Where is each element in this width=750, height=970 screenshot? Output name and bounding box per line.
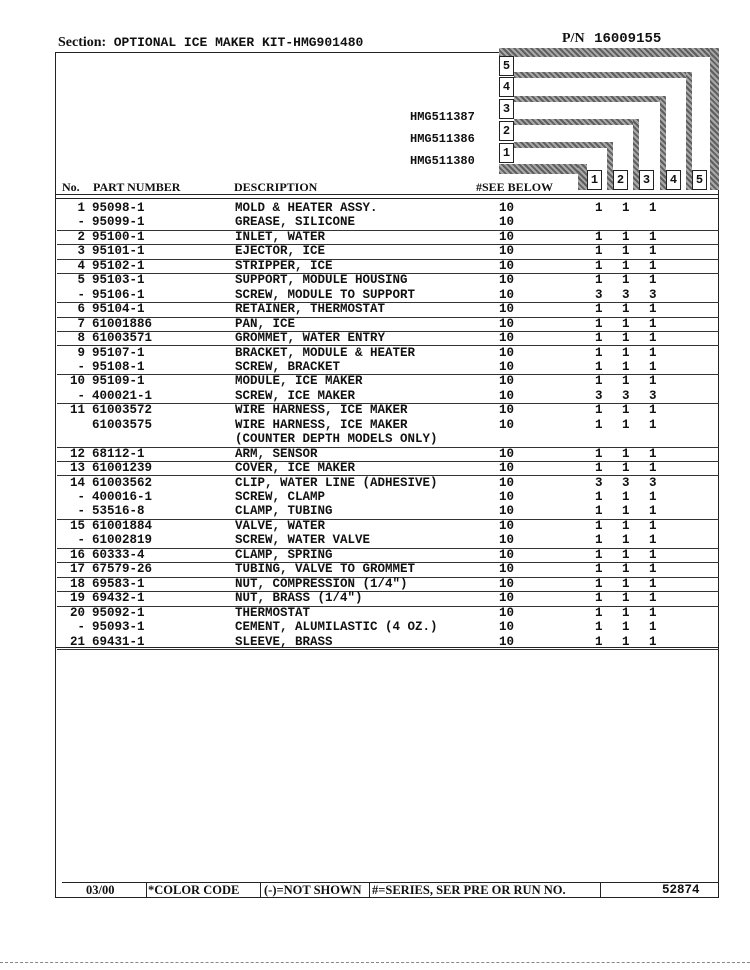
row-series: 10 bbox=[499, 302, 515, 317]
row-description: CLIP, WATER LINE (ADHESIVE) bbox=[235, 475, 438, 490]
row-item-number: 1 bbox=[77, 201, 85, 215]
row-item-number: - bbox=[77, 533, 85, 548]
row-description: INLET, WATER bbox=[235, 229, 326, 244]
row-series: 10 bbox=[499, 547, 515, 562]
row-series: 10 bbox=[499, 359, 515, 374]
row-qty-model-1: 1 bbox=[595, 533, 603, 548]
row-series: 10 bbox=[499, 258, 515, 273]
scan-edge bbox=[0, 962, 750, 963]
row-qty-model-2: 1 bbox=[622, 229, 630, 244]
row-series: 10 bbox=[499, 562, 515, 577]
row-qty-model-2: 1 bbox=[622, 331, 630, 346]
col-header-no: No. bbox=[62, 180, 80, 194]
row-item-number: 10 bbox=[69, 374, 85, 389]
row-qty-model-1: 3 bbox=[595, 388, 603, 403]
row-qty-model-2: 1 bbox=[622, 446, 630, 461]
row-qty-model-3: 1 bbox=[649, 490, 657, 504]
row-qty-model-1: 1 bbox=[595, 576, 603, 591]
row-qty-model-2: 1 bbox=[622, 302, 630, 317]
row-qty-model-3: 1 bbox=[649, 504, 657, 519]
table-row bbox=[57, 244, 719, 259]
row-item-number: 7 bbox=[77, 316, 85, 331]
row-item-number: 13 bbox=[69, 461, 85, 476]
row-description: GREASE, SILICONE bbox=[235, 215, 356, 230]
row-qty-model-3: 1 bbox=[649, 359, 657, 374]
row-qty-model-2: 1 bbox=[622, 533, 630, 548]
row-qty-model-3: 1 bbox=[649, 634, 657, 649]
row-qty-model-3: 1 bbox=[649, 620, 657, 635]
row-part-number: 61001884 bbox=[92, 518, 153, 533]
row-item-number: 8 bbox=[77, 331, 85, 346]
row-part-number: 400016-1 bbox=[92, 490, 153, 504]
row-part-number: 95099-1 bbox=[92, 215, 145, 230]
bracket-shade bbox=[514, 96, 666, 102]
footer-separator bbox=[146, 882, 147, 897]
section-title bbox=[58, 35, 363, 51]
row-series: 10 bbox=[499, 331, 515, 346]
row-qty-model-1: 1 bbox=[595, 461, 603, 476]
row-description: PAN, ICE bbox=[235, 316, 296, 331]
row-qty-model-1: 1 bbox=[595, 634, 603, 649]
row-series: 10 bbox=[499, 229, 515, 244]
row-qty-model-3: 3 bbox=[649, 287, 657, 302]
row-item-number: 14 bbox=[69, 475, 85, 490]
row-qty-model-2: 3 bbox=[622, 287, 630, 302]
row-part-number: 95102-1 bbox=[92, 258, 145, 273]
row-qty-model-2: 3 bbox=[622, 475, 630, 490]
row-qty-model-1: 1 bbox=[595, 620, 603, 635]
row-item-number: 2 bbox=[77, 229, 85, 244]
row-qty-model-2: 1 bbox=[622, 201, 630, 215]
row-series: 10 bbox=[499, 605, 515, 620]
row-qty-model-3: 1 bbox=[649, 446, 657, 461]
row-qty-model-3: 1 bbox=[649, 562, 657, 577]
row-qty-model-1: 1 bbox=[595, 504, 603, 519]
row-description: GROMMET, WATER ENTRY bbox=[235, 331, 386, 346]
row-description: NUT, COMPRESSION (1/4") bbox=[235, 576, 408, 591]
row-description: SLEEVE, BRASS bbox=[235, 634, 333, 649]
row-description: EJECTOR, ICE bbox=[235, 244, 326, 259]
table-row bbox=[57, 606, 719, 620]
row-qty-model-1: 1 bbox=[595, 345, 603, 360]
row-series: 10 bbox=[499, 388, 515, 403]
row-item-number: - bbox=[77, 359, 85, 374]
row-qty-model-3: 1 bbox=[649, 533, 657, 548]
section-label: Section: bbox=[58, 35, 107, 50]
row-qty-model-3: 1 bbox=[649, 331, 657, 346]
bracket-shade bbox=[578, 164, 587, 190]
table-row bbox=[57, 548, 719, 563]
row-part-number: 69583-1 bbox=[92, 576, 145, 591]
row-description: THERMOSTAT bbox=[235, 605, 311, 620]
row-description: BRACKET, MODULE & HEATER bbox=[235, 345, 416, 360]
table-row bbox=[57, 360, 719, 375]
table-row bbox=[57, 490, 719, 504]
bracket-shade bbox=[514, 72, 692, 78]
row-description: COVER, ICE MAKER bbox=[235, 461, 356, 476]
table-row bbox=[57, 519, 719, 533]
row-qty-model-2: 1 bbox=[622, 374, 630, 389]
row-series: 10 bbox=[499, 576, 515, 591]
column-number-5: 5 bbox=[692, 170, 707, 190]
row-series: 10 bbox=[499, 634, 515, 649]
row-part-number: 69431-1 bbox=[92, 634, 145, 649]
row-part-number: 68112-1 bbox=[92, 446, 145, 461]
row-qty-model-1: 1 bbox=[595, 273, 603, 288]
row-part-number: 95104-1 bbox=[92, 302, 145, 317]
row-series: 10 bbox=[499, 215, 515, 230]
row-qty-model-2: 1 bbox=[622, 359, 630, 374]
row-series: 10 bbox=[499, 316, 515, 331]
row-item-number: 18 bbox=[69, 576, 85, 591]
row-qty-model-3: 1 bbox=[649, 273, 657, 288]
row-item-number: - bbox=[77, 620, 85, 635]
row-part-number: 61001886 bbox=[92, 316, 153, 331]
row-part-number: 61003571 bbox=[92, 331, 153, 346]
header-divider-thin bbox=[55, 198, 719, 199]
row-item-number: - bbox=[77, 504, 85, 519]
row-item-number: 17 bbox=[69, 562, 85, 577]
row-qty-model-1: 3 bbox=[595, 287, 603, 302]
row-qty-model-1: 1 bbox=[595, 417, 603, 432]
row-qty-model-2: 1 bbox=[622, 576, 630, 591]
table-row bbox=[57, 389, 719, 404]
table-row bbox=[57, 447, 719, 462]
pn-value: 16009155 bbox=[594, 31, 662, 47]
footer-date: 03/00 bbox=[86, 883, 115, 897]
row-item-number: 3 bbox=[77, 244, 85, 259]
row-qty-model-1: 1 bbox=[595, 490, 603, 504]
column-number-3: 3 bbox=[639, 170, 654, 190]
row-qty-model-1: 1 bbox=[595, 403, 603, 418]
footer-not-shown: (-)=NOT SHOWN bbox=[264, 883, 362, 897]
row-description: SUPPORT, MODULE HOUSING bbox=[235, 273, 408, 288]
row-qty-model-2: 1 bbox=[622, 345, 630, 360]
row-description: RETAINER, THERMOSTAT bbox=[235, 302, 386, 317]
footer-color-code: *COLOR CODE bbox=[148, 883, 240, 897]
row-part-number: 95103-1 bbox=[92, 273, 145, 288]
table-row bbox=[57, 302, 719, 317]
row-item-number: 5 bbox=[77, 273, 85, 288]
row-description: SCREW, ICE MAKER bbox=[235, 388, 356, 403]
row-item-number: - bbox=[77, 215, 85, 230]
row-qty-model-1: 1 bbox=[595, 331, 603, 346]
row-item-number: - bbox=[77, 287, 85, 302]
row-part-number: 95092-1 bbox=[92, 605, 145, 620]
row-part-number: 95100-1 bbox=[92, 229, 145, 244]
row-part-number: 95106-1 bbox=[92, 287, 145, 302]
model-box-1: 1 bbox=[499, 143, 514, 163]
row-qty-model-1: 1 bbox=[595, 547, 603, 562]
row-qty-model-3: 1 bbox=[649, 403, 657, 418]
row-part-number: 95093-1 bbox=[92, 620, 145, 635]
row-qty-model-3: 1 bbox=[649, 547, 657, 562]
row-description: SCREW, MODULE TO SUPPORT bbox=[235, 287, 416, 302]
row-description: NUT, BRASS (1/4") bbox=[235, 591, 363, 606]
table-row bbox=[57, 288, 719, 303]
model-label-1: HMG511380 bbox=[410, 154, 475, 168]
row-qty-model-3: 1 bbox=[649, 345, 657, 360]
table-row bbox=[57, 230, 719, 245]
table-row bbox=[57, 533, 719, 548]
column-number-1: 1 bbox=[587, 170, 602, 190]
row-qty-model-2: 3 bbox=[622, 388, 630, 403]
row-qty-model-3: 1 bbox=[649, 201, 657, 215]
row-qty-model-2: 1 bbox=[622, 273, 630, 288]
row-qty-model-1: 1 bbox=[595, 258, 603, 273]
table-row bbox=[57, 504, 719, 519]
header-divider bbox=[55, 194, 719, 195]
col-header-series: #SEE BELOW bbox=[476, 180, 554, 194]
row-qty-model-3: 3 bbox=[649, 475, 657, 490]
row-qty-model-3: 3 bbox=[649, 388, 657, 403]
row-qty-model-3: 1 bbox=[649, 461, 657, 476]
row-part-number: 60333-4 bbox=[92, 547, 145, 562]
row-qty-model-1: 1 bbox=[595, 446, 603, 461]
model-label-2: HMG511386 bbox=[410, 132, 475, 146]
table-row bbox=[57, 591, 719, 606]
footer-bar bbox=[62, 882, 720, 897]
section-value: OPTIONAL ICE MAKER KIT-HMG901480 bbox=[113, 35, 364, 50]
bracket-shade bbox=[710, 48, 719, 190]
footer-separator bbox=[369, 882, 370, 897]
table-row bbox=[57, 403, 719, 417]
table-row bbox=[57, 562, 719, 577]
row-qty-model-1: 1 bbox=[595, 244, 603, 259]
row-series: 10 bbox=[499, 461, 515, 476]
row-series: 10 bbox=[499, 620, 515, 635]
row-item-number: - bbox=[77, 490, 85, 504]
row-qty-model-2: 1 bbox=[622, 620, 630, 635]
row-qty-model-3: 1 bbox=[649, 244, 657, 259]
row-description: CLAMP, SPRING bbox=[235, 547, 333, 562]
footer-separator bbox=[600, 882, 601, 897]
row-description: SCREW, WATER VALVE bbox=[235, 533, 371, 548]
part-number-header bbox=[562, 31, 661, 47]
row-qty-model-1: 1 bbox=[595, 316, 603, 331]
footer-page-number: 52874 bbox=[662, 883, 700, 897]
row-qty-model-2: 1 bbox=[622, 258, 630, 273]
bracket-shade bbox=[499, 164, 587, 174]
row-part-number: 61003562 bbox=[92, 475, 153, 490]
row-qty-model-2: 1 bbox=[622, 547, 630, 562]
row-qty-model-1: 1 bbox=[595, 605, 603, 620]
row-qty-model-2: 1 bbox=[622, 518, 630, 533]
footer-divider bbox=[55, 647, 719, 648]
pn-label: P/N bbox=[562, 31, 585, 46]
row-series: 10 bbox=[499, 475, 515, 490]
row-item-number: 15 bbox=[69, 518, 85, 533]
row-series: 10 bbox=[499, 374, 515, 389]
row-qty-model-1: 1 bbox=[595, 302, 603, 317]
row-description: MODULE, ICE MAKER bbox=[235, 374, 363, 389]
row-qty-model-2: 1 bbox=[622, 605, 630, 620]
table-row bbox=[57, 273, 719, 287]
table-row bbox=[57, 432, 719, 447]
row-qty-model-1: 1 bbox=[595, 201, 603, 215]
row-qty-model-3: 1 bbox=[649, 316, 657, 331]
row-qty-model-2: 1 bbox=[622, 244, 630, 259]
table-row bbox=[57, 374, 719, 388]
row-description: TUBING, VALVE TO GROMMET bbox=[235, 562, 416, 577]
table-row bbox=[57, 577, 719, 592]
row-qty-model-1: 1 bbox=[595, 591, 603, 606]
footer-series-note: #=SERIES, SER PRE OR RUN NO. bbox=[372, 883, 566, 897]
row-qty-model-2: 1 bbox=[622, 591, 630, 606]
row-description: CLAMP, TUBING bbox=[235, 504, 333, 519]
table-row bbox=[57, 461, 719, 476]
row-description: ARM, SENSOR bbox=[235, 446, 318, 461]
row-qty-model-1: 1 bbox=[595, 562, 603, 577]
row-qty-model-1: 1 bbox=[595, 229, 603, 244]
model-box-5: 5 bbox=[499, 56, 514, 76]
row-qty-model-2: 1 bbox=[622, 562, 630, 577]
row-qty-model-2: 1 bbox=[622, 316, 630, 331]
row-qty-model-3: 1 bbox=[649, 302, 657, 317]
col-header-description: DESCRIPTION bbox=[234, 180, 318, 194]
row-part-number: 67579-26 bbox=[92, 562, 153, 577]
row-description: SCREW, BRACKET bbox=[235, 359, 341, 374]
row-qty-model-2: 1 bbox=[622, 417, 630, 432]
row-qty-model-3: 1 bbox=[649, 229, 657, 244]
row-qty-model-3: 1 bbox=[649, 605, 657, 620]
row-qty-model-1: 1 bbox=[595, 518, 603, 533]
row-part-number: 61002819 bbox=[92, 533, 153, 548]
row-qty-model-2: 1 bbox=[622, 634, 630, 649]
model-label-3: HMG511387 bbox=[410, 110, 475, 124]
column-number-4: 4 bbox=[666, 170, 681, 190]
model-box-2: 2 bbox=[499, 121, 514, 141]
row-item-number: 9 bbox=[77, 345, 85, 360]
row-item-number: - bbox=[77, 388, 85, 403]
row-part-number: 95098-1 bbox=[92, 201, 145, 215]
row-series: 10 bbox=[499, 591, 515, 606]
row-item-number: 12 bbox=[69, 446, 85, 461]
table-row bbox=[57, 331, 719, 346]
table-row bbox=[57, 215, 719, 230]
row-qty-model-3: 1 bbox=[649, 258, 657, 273]
row-description: (COUNTER DEPTH MODELS ONLY) bbox=[235, 432, 438, 447]
row-qty-model-1: 3 bbox=[595, 475, 603, 490]
row-item-number: 20 bbox=[69, 605, 85, 620]
row-series: 10 bbox=[499, 273, 515, 288]
row-description: STRIPPER, ICE bbox=[235, 258, 333, 273]
footer-top-line bbox=[62, 882, 719, 883]
row-part-number: 95108-1 bbox=[92, 359, 145, 374]
row-qty-model-2: 1 bbox=[622, 504, 630, 519]
row-description: SCREW, CLAMP bbox=[235, 490, 326, 504]
row-part-number: 53516-8 bbox=[92, 504, 145, 519]
table-row bbox=[57, 418, 719, 432]
row-qty-model-1: 1 bbox=[595, 359, 603, 374]
row-series: 10 bbox=[499, 287, 515, 302]
row-series: 10 bbox=[499, 417, 515, 432]
row-series: 10 bbox=[499, 403, 515, 418]
table-row bbox=[57, 201, 719, 215]
row-qty-model-1: 1 bbox=[595, 374, 603, 389]
row-series: 10 bbox=[499, 244, 515, 259]
row-series: 10 bbox=[499, 518, 515, 533]
row-description: WIRE HARNESS, ICE MAKER bbox=[235, 417, 408, 432]
row-part-number: 61001239 bbox=[92, 461, 153, 476]
column-number-2: 2 bbox=[613, 170, 628, 190]
row-series: 10 bbox=[499, 504, 515, 519]
row-qty-model-3: 1 bbox=[649, 518, 657, 533]
row-series: 10 bbox=[499, 201, 515, 215]
row-item-number: 16 bbox=[69, 547, 85, 562]
col-header-part-number: PART NUMBER bbox=[93, 180, 181, 194]
row-item-number: 21 bbox=[69, 634, 85, 649]
row-item-number: 4 bbox=[77, 258, 85, 273]
row-item-number: 19 bbox=[69, 591, 85, 606]
row-qty-model-2: 1 bbox=[622, 461, 630, 476]
row-qty-model-3: 1 bbox=[649, 374, 657, 389]
model-box-3: 3 bbox=[499, 99, 514, 119]
row-qty-model-3: 1 bbox=[649, 417, 657, 432]
row-series: 10 bbox=[499, 345, 515, 360]
footer-separator bbox=[260, 882, 261, 897]
row-description: VALVE, WATER bbox=[235, 518, 326, 533]
row-item-number: 6 bbox=[77, 302, 85, 317]
row-series: 10 bbox=[499, 490, 515, 504]
row-part-number: 61003572 bbox=[92, 403, 153, 418]
row-part-number: 95107-1 bbox=[92, 345, 145, 360]
row-description: CEMENT, ALUMILASTIC (4 OZ.) bbox=[235, 620, 438, 635]
row-series: 10 bbox=[499, 533, 515, 548]
bracket-shade bbox=[514, 142, 613, 148]
row-series: 10 bbox=[499, 446, 515, 461]
row-part-number: 400021-1 bbox=[92, 388, 153, 403]
model-box-4: 4 bbox=[499, 77, 514, 97]
table-row bbox=[57, 259, 719, 274]
table-row bbox=[57, 476, 719, 490]
row-qty-model-2: 1 bbox=[622, 403, 630, 418]
table-row bbox=[57, 620, 719, 634]
row-part-number: 95101-1 bbox=[92, 244, 145, 259]
table-row bbox=[57, 346, 719, 360]
row-description: WIRE HARNESS, ICE MAKER bbox=[235, 403, 408, 418]
row-item-number: 11 bbox=[69, 403, 85, 418]
bracket-shade bbox=[499, 48, 719, 57]
table-row bbox=[57, 317, 719, 332]
bracket-shade bbox=[514, 119, 639, 125]
row-qty-model-2: 1 bbox=[622, 490, 630, 504]
row-part-number: 69432-1 bbox=[92, 591, 145, 606]
row-description: MOLD & HEATER ASSY. bbox=[235, 201, 378, 215]
row-qty-model-3: 1 bbox=[649, 591, 657, 606]
row-part-number: 61003575 bbox=[92, 417, 153, 432]
row-part-number: 95109-1 bbox=[92, 374, 145, 389]
row-qty-model-3: 1 bbox=[649, 576, 657, 591]
